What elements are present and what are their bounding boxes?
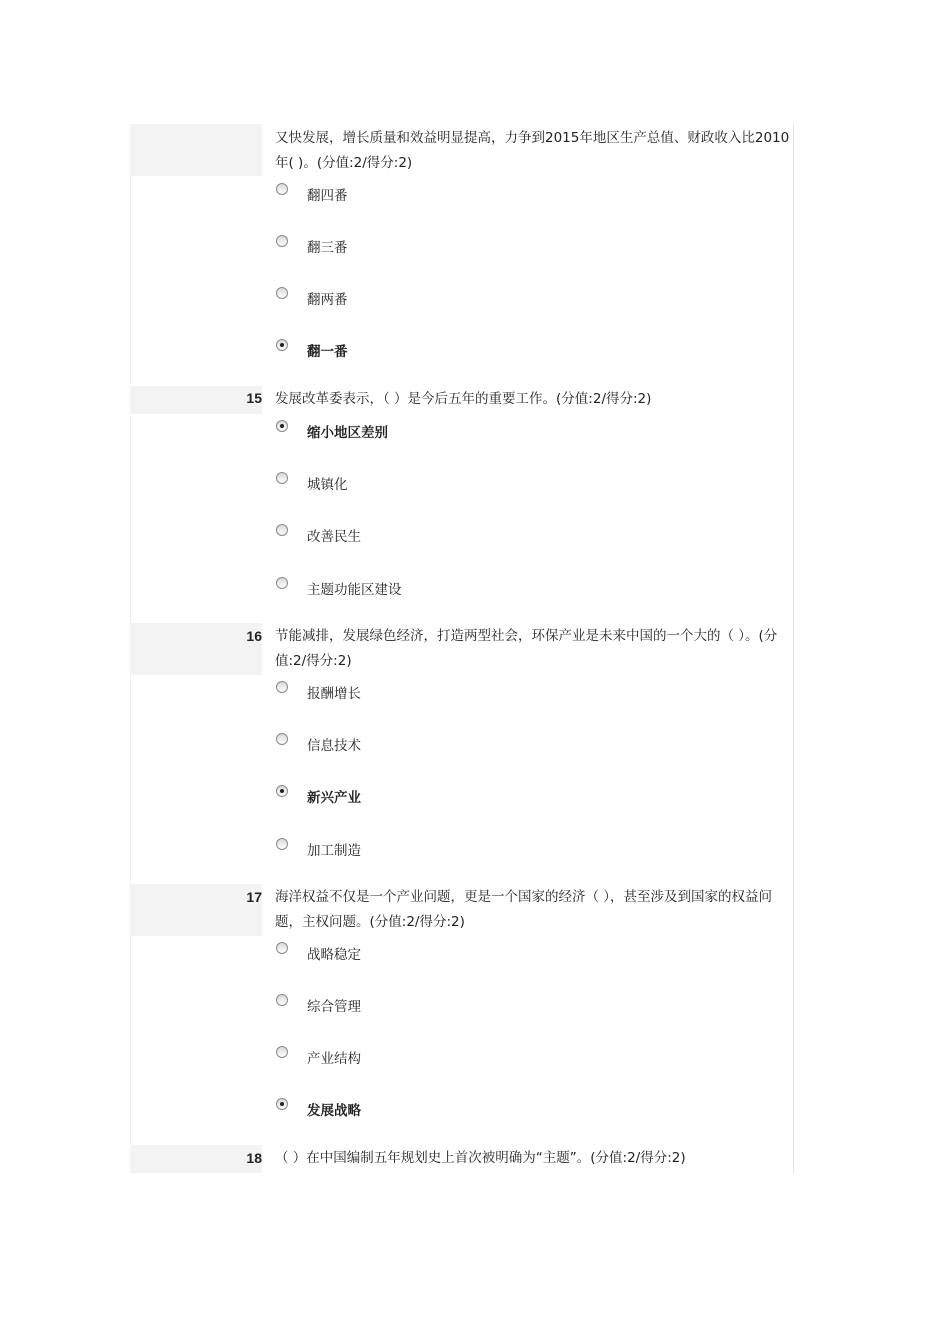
option-label: 翻四番	[307, 188, 348, 204]
radio-unchecked-icon[interactable]	[276, 681, 288, 693]
option-label: 翻两番	[307, 292, 348, 308]
question-16	[130, 623, 792, 675]
option-q14-a[interactable]	[276, 186, 676, 210]
option-label: 改善民生	[307, 529, 361, 545]
radio-unchecked-icon[interactable]	[276, 577, 288, 589]
question-number: 17	[130, 884, 262, 936]
question-text: 节能减排，发展绿色经济，打造两型社会，环保产业是未来中国的一个大的（ ）。(分值:2/得分:2)	[275, 628, 778, 669]
option-q16-b[interactable]	[276, 736, 676, 760]
question-17	[130, 884, 792, 936]
question-15	[130, 386, 792, 414]
option-label: 缩小地区差别	[307, 425, 388, 441]
question-text: 发展改革委表示，（ ）是今后五年的重要工作。(分值:2/得分:2)	[275, 391, 652, 407]
radio-unchecked-icon[interactable]	[276, 838, 288, 850]
radio-unchecked-icon[interactable]	[276, 472, 288, 484]
option-q15-c[interactable]	[276, 527, 676, 551]
option-label: 综合管理	[307, 999, 361, 1015]
radio-unchecked-icon[interactable]	[276, 287, 288, 299]
radio-checked-icon[interactable]	[276, 420, 288, 432]
option-label: 翻三番	[307, 240, 348, 256]
radio-unchecked-icon[interactable]	[276, 183, 288, 195]
question-14	[130, 124, 792, 176]
option-q17-b[interactable]	[276, 997, 676, 1021]
question-18	[130, 1145, 792, 1173]
radio-unchecked-icon[interactable]	[276, 994, 288, 1006]
option-label: 城镇化	[307, 477, 348, 493]
option-q14-b[interactable]	[276, 238, 676, 262]
option-label: 翻一番	[307, 344, 348, 360]
option-label: 发展战略	[307, 1103, 361, 1119]
option-q15-b[interactable]	[276, 475, 676, 499]
option-q16-a[interactable]	[276, 684, 676, 708]
radio-checked-icon[interactable]	[276, 785, 288, 797]
question-number	[130, 124, 262, 176]
option-q17-c[interactable]	[276, 1049, 676, 1073]
option-q15-a[interactable]	[276, 423, 676, 447]
option-q17-a[interactable]	[276, 945, 676, 969]
option-q14-c[interactable]	[276, 290, 676, 314]
option-label: 新兴产业	[307, 790, 361, 806]
option-label: 信息技术	[307, 738, 361, 754]
radio-unchecked-icon[interactable]	[276, 524, 288, 536]
question-text: 又快发展，增长质量和效益明显提高，力争到2015年地区生产总值、财政收入比2010年( )。(分值:2/得分:2)	[275, 130, 790, 171]
option-label: 加工制造	[307, 843, 361, 859]
option-label: 主题功能区建设	[307, 582, 402, 598]
question-number: 15	[130, 386, 262, 414]
option-q17-d[interactable]	[276, 1101, 676, 1125]
option-q16-c[interactable]	[276, 788, 676, 812]
question-text: （ ）在中国编制五年规划史上首次被明确为“主题”。(分值:2/得分:2)	[275, 1150, 686, 1166]
option-q16-d[interactable]	[276, 841, 676, 865]
radio-unchecked-icon[interactable]	[276, 1046, 288, 1058]
radio-unchecked-icon[interactable]	[276, 235, 288, 247]
option-label: 产业结构	[307, 1051, 361, 1067]
question-number: 16	[130, 623, 262, 675]
radio-checked-icon[interactable]	[276, 339, 288, 351]
radio-checked-icon[interactable]	[276, 1098, 288, 1110]
option-q14-d[interactable]	[276, 342, 676, 366]
question-number: 18	[130, 1145, 262, 1173]
option-label: 报酬增长	[307, 686, 361, 702]
option-label: 战略稳定	[307, 947, 361, 963]
radio-unchecked-icon[interactable]	[276, 733, 288, 745]
option-q15-d[interactable]	[276, 580, 676, 604]
question-text: 海洋权益不仅是一个产业问题，更是一个国家的经济（ ），甚至涉及到国家的权益问题，主权问题。(分值:2/得分:2)	[275, 889, 773, 930]
radio-unchecked-icon[interactable]	[276, 942, 288, 954]
